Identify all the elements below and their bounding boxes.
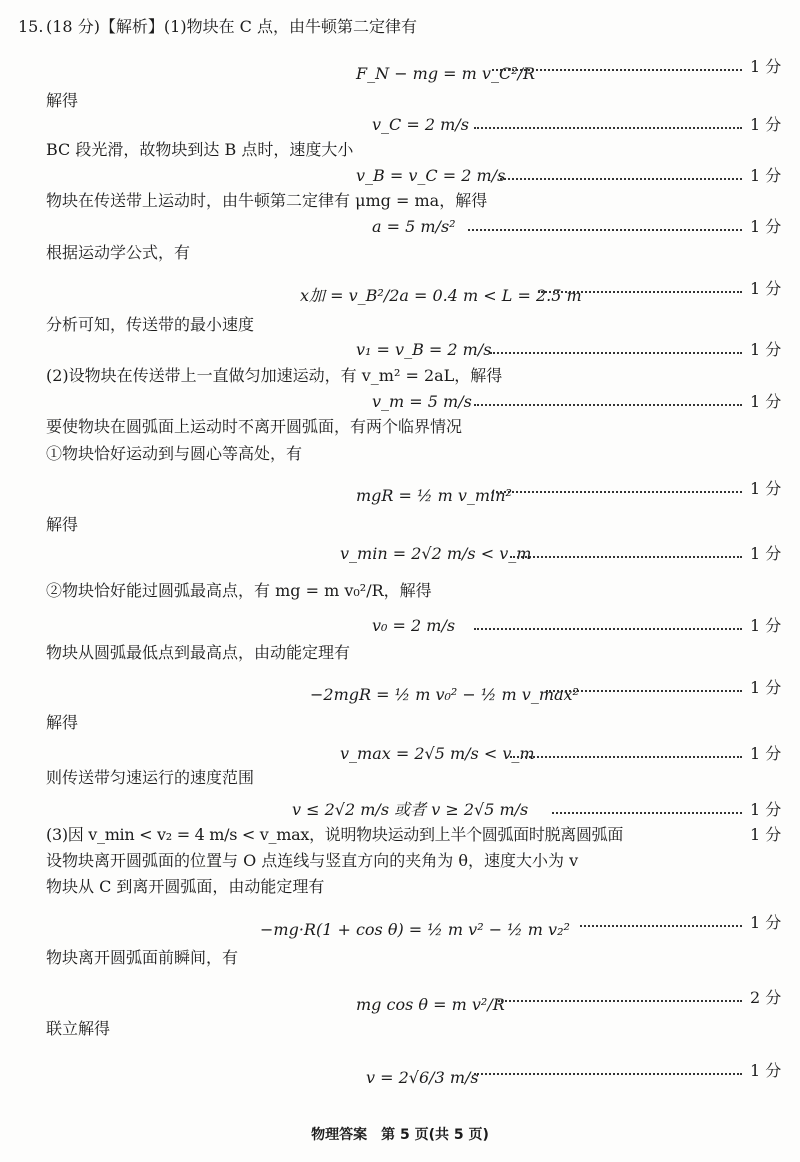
line xyxy=(0,389,800,415)
text: ②物块恰好能过圆弧最高点，有 mg = m v₀²/R，解得 xyxy=(46,581,432,600)
equation: mg cos θ = m v²/R xyxy=(356,995,505,1014)
score: 1 分 xyxy=(750,800,782,819)
line xyxy=(0,910,800,939)
text: 解得 xyxy=(46,91,79,110)
dot-leader xyxy=(474,1073,742,1075)
line xyxy=(0,1058,800,1087)
line xyxy=(0,88,800,114)
text: 则传送带匀速运行的速度范围 xyxy=(46,768,255,787)
line xyxy=(0,112,800,138)
line xyxy=(0,1016,800,1042)
line xyxy=(0,214,800,240)
dot-leader xyxy=(498,1000,742,1002)
text: 物块离开圆弧面前瞬间，有 xyxy=(46,948,239,967)
line xyxy=(0,985,800,1014)
score: 1 分 xyxy=(750,913,782,932)
line xyxy=(0,137,800,163)
line xyxy=(0,640,800,666)
line xyxy=(0,541,800,567)
text: ①物块恰好运动到与圆心等高处，有 xyxy=(46,444,303,463)
line xyxy=(0,441,800,467)
text: 物块在传送带上运动时，由牛顿第二定律有 μmg = ma，解得 xyxy=(46,191,488,210)
header-line xyxy=(0,14,800,40)
line xyxy=(0,675,800,704)
dot-leader xyxy=(500,178,742,180)
line xyxy=(0,163,800,189)
equation: v₀ = 2 m/s xyxy=(372,616,456,635)
equation: v ≤ 2√2 m/s 或者 v ≥ 2√5 m/s xyxy=(292,800,529,819)
equation: x加 = v_B²/2a = 0.4 m < L = 2.5 m xyxy=(300,286,582,305)
text: (3)因 v_min < v₂ = 4 m/s < v_max，说明物块运动到上半个圆弧面时脱离圆弧面 xyxy=(46,825,624,844)
equation: −2mgR = ½ m v₀² − ½ m v_max² xyxy=(310,685,579,704)
line xyxy=(0,710,800,736)
question-header: (18 分)【解析】(1)物块在 C 点，由牛顿第二定律有 xyxy=(46,17,418,36)
score: 1 分 xyxy=(750,744,782,763)
line xyxy=(0,765,800,791)
line xyxy=(0,613,800,639)
line xyxy=(0,54,800,83)
line xyxy=(0,414,800,440)
line xyxy=(0,848,800,874)
question-number: 15. xyxy=(18,17,44,36)
score: 1 分 xyxy=(750,279,782,298)
score: 1 分 xyxy=(750,57,782,76)
line xyxy=(0,312,800,338)
text: 联立解得 xyxy=(46,1019,111,1038)
dot-leader xyxy=(474,127,742,129)
dot-leader xyxy=(474,404,742,406)
line xyxy=(0,337,800,363)
line xyxy=(0,363,800,389)
dot-leader xyxy=(546,690,742,692)
score: 1 分 xyxy=(750,479,782,498)
line xyxy=(0,240,800,266)
line xyxy=(0,945,800,971)
dot-leader xyxy=(468,229,742,231)
score: 1 分 xyxy=(750,166,782,185)
dot-leader xyxy=(552,812,742,814)
score: 1 分 xyxy=(750,115,782,134)
text: 根据运动学公式，有 xyxy=(46,243,191,262)
score: 1 分 xyxy=(750,392,782,411)
text: 物块从圆弧最低点到最高点，由动能定理有 xyxy=(46,643,351,662)
equation: v₁ = v_B = 2 m/s xyxy=(356,340,492,359)
dot-leader xyxy=(510,556,742,558)
text: 设物块离开圆弧面的位置与 O 点连线与竖直方向的夹角为 θ，速度大小为 v xyxy=(46,851,579,870)
score: 1 分 xyxy=(750,825,782,844)
score: 1 分 xyxy=(750,1061,782,1080)
line xyxy=(0,741,800,767)
text: 解得 xyxy=(46,713,79,732)
text: BC 段光滑，故物块到达 B 点时，速度大小 xyxy=(46,140,354,159)
page-footer: 物理答案 第 5 页(共 5 页) xyxy=(311,1127,489,1143)
text: 物块从 C 到离开圆弧面，由动能定理有 xyxy=(46,877,325,896)
line xyxy=(0,578,800,604)
line xyxy=(0,822,800,848)
line xyxy=(0,874,800,900)
score: 1 分 xyxy=(750,340,782,359)
equation: −mg·R(1 + cos θ) = ½ m v² − ½ m v₂² xyxy=(260,920,570,939)
equation: v_B = v_C = 2 m/s xyxy=(356,166,506,185)
line xyxy=(0,476,800,505)
equation: v_max = 2√5 m/s < v_m xyxy=(340,744,535,763)
equation: F_N − mg = m v_C²/R xyxy=(356,64,536,83)
equation: v = 2√6/3 m/s xyxy=(366,1068,479,1087)
line xyxy=(0,512,800,538)
score: 1 分 xyxy=(750,678,782,697)
score: 1 分 xyxy=(750,217,782,236)
line xyxy=(0,188,800,214)
dot-leader xyxy=(474,628,742,630)
text: 分析可知，传送带的最小速度 xyxy=(46,315,255,334)
text: 要使物块在圆弧面上运动时不离开圆弧面，有两个临界情况 xyxy=(46,417,463,436)
text: 解得 xyxy=(46,515,79,534)
dot-leader xyxy=(490,352,742,354)
dot-leader xyxy=(492,491,742,493)
score: 1 分 xyxy=(750,544,782,563)
line xyxy=(0,797,800,823)
dot-leader xyxy=(580,925,742,927)
dot-leader xyxy=(538,291,742,293)
equation: v_C = 2 m/s xyxy=(372,115,469,134)
score: 1 分 xyxy=(750,616,782,635)
text: (2)设物块在传送带上一直做匀加速运动，有 v_m² = 2aL，解得 xyxy=(46,366,503,385)
score: 2 分 xyxy=(750,988,782,1007)
dot-leader xyxy=(510,756,742,758)
equation: a = 5 m/s² xyxy=(372,217,456,236)
line xyxy=(0,276,800,305)
equation: mgR = ½ m v_min² xyxy=(356,486,512,505)
equation: v_m = 5 m/s xyxy=(372,392,472,411)
dot-leader xyxy=(492,69,742,71)
equation: v_min = 2√2 m/s < v_m xyxy=(340,544,532,563)
